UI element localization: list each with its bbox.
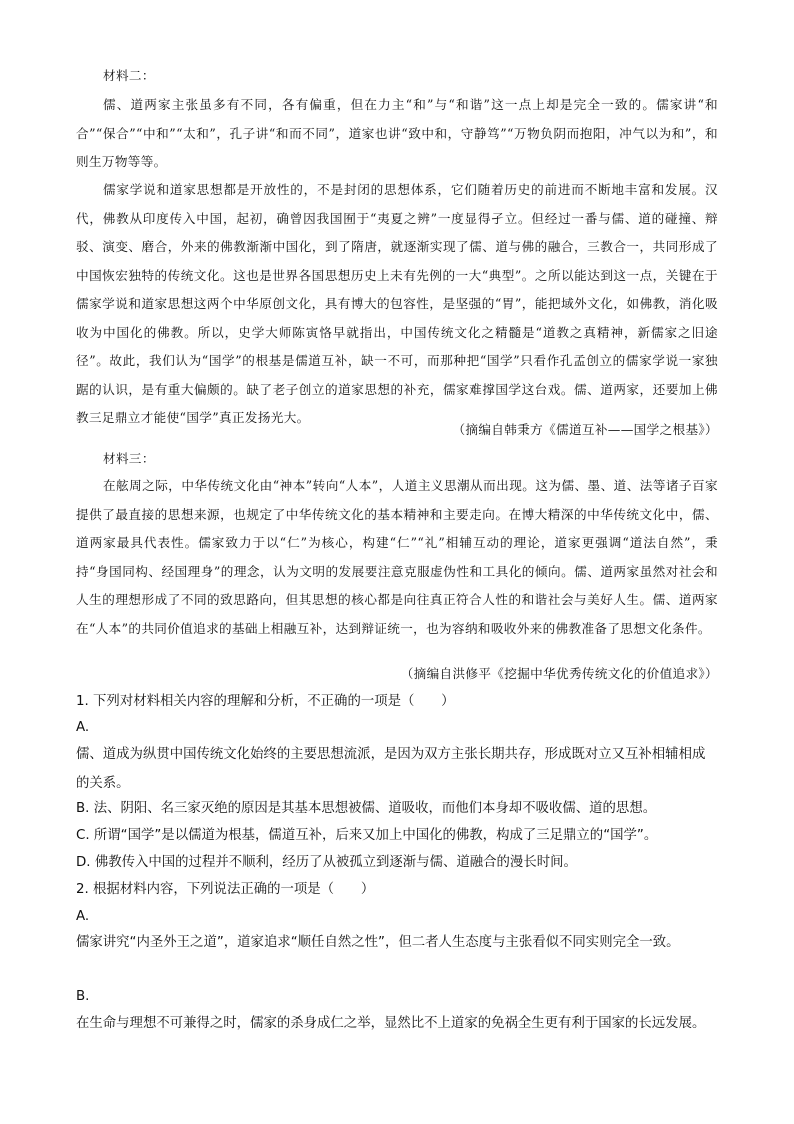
question-1-option-b: B. 法、阴阳、名三家灭绝的原因是其基本思想被儒、道吸收，而他们本身却不吸收儒、道的思想。 bbox=[76, 801, 657, 816]
material3-label: 材料三： bbox=[103, 451, 155, 466]
question-2-option-b-text: 在生命与理想不可兼得之时，儒家的杀身成仁之举，显然比不上道家的免祸全生更有利于国家的长远发展。 bbox=[76, 1016, 706, 1031]
question-2-option-a-label: A. bbox=[76, 909, 90, 924]
material2-label: 材料二： bbox=[103, 68, 155, 83]
question-2-option-a-text: 儒家讲究“内圣外王之道”，道家追求“顺任自然之性”，但二者人生态度与主张看似不同实则完全一致。 bbox=[76, 935, 680, 950]
material2-source: （摘编自韩秉方《儒道互补——国学之根基》） bbox=[452, 422, 718, 437]
question-1-option-d: D. 佛教传入中国的过程并不顺利，经历了从被孤立到逐渐与儒、道融合的漫长时间。 bbox=[76, 855, 577, 870]
question-2-stem: 2. 根据材料内容，下列说法正确的一项是（ ） bbox=[76, 882, 375, 897]
material3-paragraph-1: 在舷周之际，中华传统文化由“神本”转向“人本”，人道主义思潮从而出现。这为儒、墨、道、法等诸子百家提供了最直接的思想来源，也规定了中华传统文化的基本精神和主要走向。在博大精深的中华传统文化中，儒、道两家最具代表性。儒家致力于以“仁”为核心，构建“仁”“礼”相辅互动的理论，道家更强调“道法自然”，秉持“身国同构、经国理身”的理念，认为文明的发展要注意克服虚伪性和工具化的倾向。儒、道两家虽然对社会和人生的理想形成了不同的致思路向，但其思想的核心都是向往真正符合人性的和谐社会与美好人生。儒、道两家在“人本”的共同价值追求的基础上相融互补，达到辩证统一，也为容纳和吸收外来的佛教准备了思想文化条件。 bbox=[76, 478, 718, 636]
material2-paragraph-2: 儒家学说和道家思想都是开放性的，不是封闭的思想体系，它们随着历史的前进而不断地丰富和发展。汉代，佛教从印度传入中国，起初，确曾因我国囿于“夷夏之辨”一度显得孑立。但经过一番与儒、道的碰撞、辩驳、演变、磨合，外来的佛教渐渐中国化，到了隋唐，就逐渐实现了儒、道与佛的融合，三教合一，共同形成了中国恢宏独特的传统文化。这也是世界各国思想历史上未有先例的一大“典型”。之所以能达到这一点，关键在于儒家学说和道家思想这两个中华原创文化，具有博大的包容性，是坚强的“胃”，能把域外文化，如佛教，消化吸收为中国化的佛教。所以，史学大师陈寅恪早就指出，中国传统文化之精髓是“道教之真精神，新儒家之旧途径”。故此，我们认为“国学”的根基是儒道互补，缺一不可，而那种把“国学”只看作孔孟创立的儒家学说一家独踞的认识，是有重大偏颇的。缺了老子创立的道家思想的补充，儒家难撑国学这台戏。儒、道两家，还要加上佛教三足鼎立才能使“国学”真正发扬光大。 bbox=[76, 182, 718, 425]
question-2-option-b-label: B. bbox=[76, 989, 90, 1004]
question-1-option-a-text: 儒、道成为纵贯中国传统文化始终的主要思想流派，是因为双方主张长期共存，形成既对立又互补相辅相成的关系。 bbox=[76, 747, 706, 791]
question-1-option-a-label: A. bbox=[76, 720, 90, 735]
question-1-stem: 1. 下列对材料相关内容的理解和分析，不正确的一项是（ ） bbox=[76, 694, 455, 709]
question-1-option-c: C. 所谓“国学”是以儒道为根基，儒道互补，后来又加上中国化的佛教，构成了三足鼎立的“国学”。 bbox=[76, 828, 658, 843]
material2-paragraph-1: 儒、道两家主张虽多有不同，各有偏重，但在力主“和”与“和谐”这一点上却是完全一致的。儒家讲“和合”“保合”“中和”“太和”，孔子讲“和而不同”，道家也讲“致中和，守静笃”“万物负阴而抱阳，冲气以为和”，和则生万物等等。 bbox=[76, 97, 718, 169]
material3-source: （摘编自洪修平《挖掘中华优秀传统文化的价值追求》） bbox=[400, 666, 718, 681]
